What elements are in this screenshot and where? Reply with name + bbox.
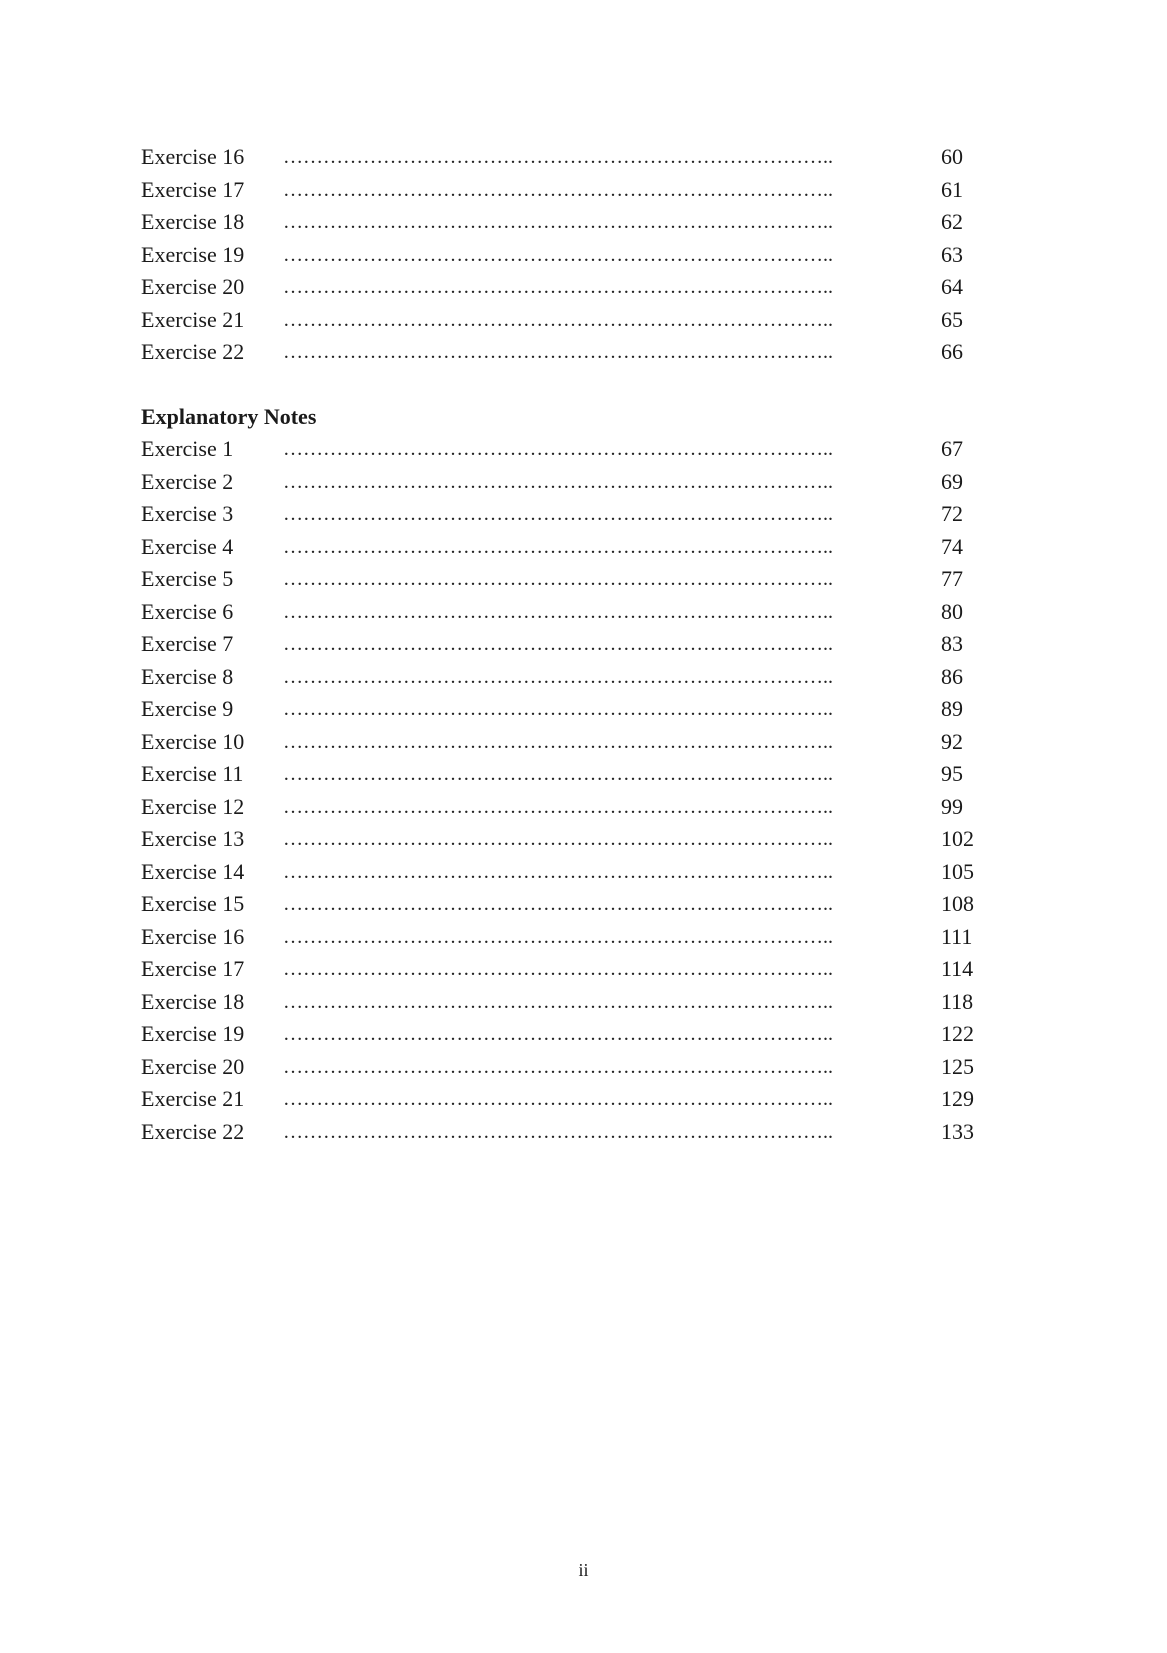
toc-entry <box>141 531 1001 564</box>
section-heading: Explanatory Notes <box>141 404 317 429</box>
toc-entry <box>141 1018 1001 1051</box>
toc-entry-page-number: 83 <box>941 631 963 656</box>
toc-entry-page-number: 74 <box>941 533 963 559</box>
toc-dot-leader: ……………………………………………………………………….. <box>283 1055 833 1078</box>
toc-dot-leader: ……………………………………………………………………….. <box>283 633 833 655</box>
toc-entry-label: Exercise 15 <box>141 891 245 916</box>
toc-entry-page-number: 72 <box>941 501 963 526</box>
toc-entry-page-number: 95 <box>941 761 963 786</box>
toc-entry-label: Exercise 6 <box>141 598 234 624</box>
toc-entry <box>141 304 1001 337</box>
toc-entry-page-number: 61 <box>941 176 963 202</box>
toc-entry-page-number: 102 <box>941 826 974 851</box>
toc-entry-page-number: 122 <box>941 1021 974 1046</box>
toc-entry-label: Exercise 8 <box>141 663 234 689</box>
toc-dot-leader: ……………………………………………………………………….. <box>283 1120 833 1143</box>
toc-dot-leader: ……………………………………………………………………….. <box>283 698 833 720</box>
toc-dot-leader: ……………………………………………………………………….. <box>283 795 833 818</box>
toc-dot-leader: ……………………………………………………………………….. <box>283 730 833 753</box>
toc-entry-page-number: 125 <box>941 1053 974 1079</box>
toc-entry-page-number: 62 <box>941 209 963 234</box>
toc-entry-label: Exercise 18 <box>141 209 245 234</box>
toc-dot-leader: ……………………………………………………………………….. <box>283 243 833 266</box>
toc-entry-label: Exercise 21 <box>141 1086 245 1111</box>
toc-dot-leader: ……………………………………………………………………….. <box>283 470 833 493</box>
toc-entry-page-number: 108 <box>941 891 974 916</box>
toc-list-exercises <box>141 141 1001 369</box>
toc-entry <box>141 239 1001 272</box>
toc-entry <box>141 726 1001 759</box>
toc-dot-leader: ……………………………………………………………………….. <box>283 763 833 785</box>
toc-entry <box>141 888 1001 921</box>
toc-entry-label: Exercise 12 <box>141 793 245 819</box>
toc-entry <box>141 628 1001 661</box>
toc-entry-page-number: 105 <box>941 858 974 884</box>
toc-entry-label: Exercise 20 <box>141 1053 245 1079</box>
toc-entry-page-number: 64 <box>941 274 963 299</box>
toc-entry-label: Exercise 13 <box>141 826 245 851</box>
toc-entry <box>141 433 1001 466</box>
toc-dot-leader: ……………………………………………………………………….. <box>283 341 833 363</box>
toc-entry-page-number: 86 <box>941 663 963 689</box>
toc-entry-page-number: 89 <box>941 696 963 721</box>
toc-entry-page-number: 118 <box>941 988 974 1014</box>
toc-entry-label: Exercise 3 <box>141 501 234 526</box>
toc-dot-leader: ……………………………………………………………………….. <box>283 211 833 233</box>
toc-entry <box>141 206 1001 239</box>
toc-entry <box>141 856 1001 889</box>
page-number: ii <box>578 1560 589 1580</box>
toc-entry-label: Exercise 5 <box>141 566 234 591</box>
toc-dot-leader: ……………………………………………………………………….. <box>283 828 833 850</box>
toc-entry-page-number: 66 <box>941 339 963 364</box>
toc-entry-page-number: 111 <box>941 923 973 949</box>
toc-entry-page-number: 133 <box>941 1118 974 1144</box>
toc-entry <box>141 141 1001 174</box>
toc-entry-page-number: 77 <box>941 566 963 591</box>
toc-entry-label: Exercise 9 <box>141 696 234 721</box>
toc-dot-leader: ……………………………………………………………………….. <box>283 1088 833 1110</box>
toc-entry <box>141 174 1001 207</box>
toc-dot-leader: ……………………………………………………………………….. <box>283 958 833 980</box>
toc-dot-leader: ……………………………………………………………………….. <box>283 600 833 623</box>
toc-entry <box>141 758 1001 791</box>
toc-entry-label: Exercise 18 <box>141 988 245 1014</box>
toc-entry-label: Exercise 14 <box>141 858 245 884</box>
toc-entry-label: Exercise 17 <box>141 956 245 981</box>
toc-list-notes <box>141 433 1001 1148</box>
toc-entry-label: Exercise 2 <box>141 468 234 494</box>
toc-entry <box>141 1116 1001 1149</box>
toc-entry-label: Exercise 1 <box>141 436 234 461</box>
toc-dot-leader: ……………………………………………………………………….. <box>283 893 833 915</box>
toc-entry <box>141 271 1001 304</box>
toc-entry-label: Exercise 22 <box>141 1118 245 1144</box>
toc-dot-leader: ……………………………………………………………………….. <box>283 860 833 883</box>
toc-dot-leader: ……………………………………………………………………….. <box>283 568 833 590</box>
toc-dot-leader: ……………………………………………………………………….. <box>283 178 833 201</box>
toc-entry-page-number: 69 <box>941 468 963 494</box>
toc-dot-leader: ……………………………………………………………………….. <box>283 990 833 1013</box>
toc-entry-page-number: 114 <box>941 956 974 981</box>
toc-section-explanatory-notes <box>141 401 1001 1148</box>
toc-entry <box>141 823 1001 856</box>
toc-entry <box>141 661 1001 694</box>
toc-dot-leader: ……………………………………………………………………….. <box>283 503 833 525</box>
toc-entry <box>141 563 1001 596</box>
toc-dot-leader: ……………………………………………………………………….. <box>283 308 833 331</box>
toc-entry-label: Exercise 19 <box>141 241 245 267</box>
toc-entry-label: Exercise 19 <box>141 1021 245 1046</box>
toc-entry <box>141 596 1001 629</box>
toc-entry-page-number: 92 <box>941 728 963 754</box>
toc-entry-page-number: 60 <box>941 144 963 169</box>
toc-entry <box>141 466 1001 499</box>
toc-entry <box>141 693 1001 726</box>
toc-entry <box>141 986 1001 1019</box>
toc-entry-page-number: 99 <box>941 793 963 819</box>
toc-dot-leader: ……………………………………………………………………….. <box>283 438 833 460</box>
toc-entry-page-number: 63 <box>941 241 963 267</box>
toc-dot-leader: ……………………………………………………………………….. <box>283 665 833 688</box>
toc-dot-leader: ……………………………………………………………………….. <box>283 276 833 298</box>
toc-entry-label: Exercise 10 <box>141 728 245 754</box>
toc-entry-label: Exercise 22 <box>141 339 245 364</box>
toc-entry-page-number: 65 <box>941 306 963 332</box>
toc-entry-label: Exercise 11 <box>141 761 244 786</box>
toc-entry-page-number: 129 <box>941 1086 974 1111</box>
toc-entry-label: Exercise 16 <box>141 923 245 949</box>
toc-entry-label: Exercise 7 <box>141 631 234 656</box>
toc-entry-label: Exercise 17 <box>141 176 245 202</box>
toc-entry-label: Exercise 21 <box>141 306 245 332</box>
toc-entry <box>141 791 1001 824</box>
toc-dot-leader: ……………………………………………………………………….. <box>283 535 833 558</box>
toc-dot-leader: ……………………………………………………………………….. <box>283 146 833 168</box>
toc-entry <box>141 498 1001 531</box>
toc-dot-leader: ……………………………………………………………………….. <box>283 1023 833 1045</box>
toc-entry <box>141 921 1001 954</box>
toc-entry-label: Exercise 20 <box>141 274 245 299</box>
toc-entry <box>141 1083 1001 1116</box>
toc-entry-label: Exercise 4 <box>141 533 234 559</box>
toc-entry-label: Exercise 16 <box>141 144 245 169</box>
toc-entry <box>141 336 1001 369</box>
toc-entry-page-number: 67 <box>941 436 963 461</box>
toc-dot-leader: ……………………………………………………………………….. <box>283 925 833 948</box>
toc-entry-page-number: 80 <box>941 598 963 624</box>
toc-entry <box>141 1051 1001 1084</box>
toc-entry <box>141 953 1001 986</box>
toc-section-exercises <box>141 141 1001 369</box>
